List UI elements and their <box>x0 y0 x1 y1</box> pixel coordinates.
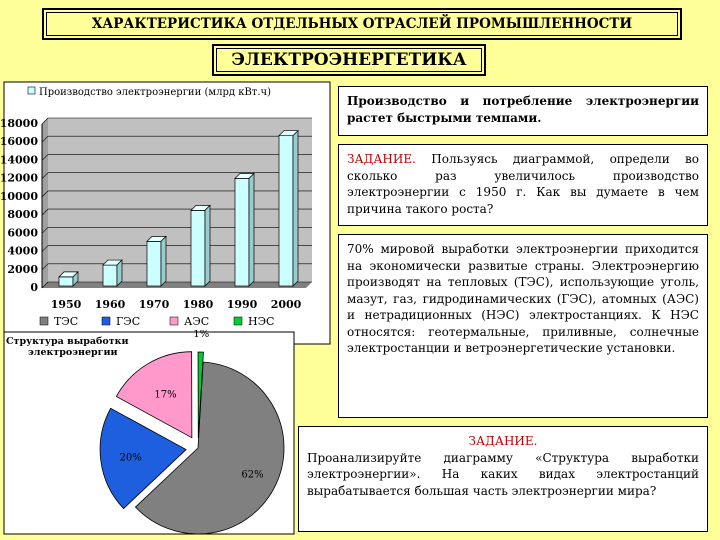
task2-text: Проанализируйте диаграмму «Структура выработки электроэнергии». На каких видах электростанций вырабатывается большая часть электроэнергии мира? <box>307 450 699 498</box>
info-text-box <box>338 234 708 418</box>
y-tick-label: 18000 <box>0 117 38 130</box>
y-tick-label: 16000 <box>0 135 38 149</box>
pie-legend-swatch <box>170 317 178 325</box>
y-tick-label: 6000 <box>7 226 38 240</box>
y-tick-label: 0 <box>30 281 38 294</box>
bar <box>279 136 293 286</box>
pie-legend-label: ТЭС <box>54 315 79 328</box>
structure-pie-chart <box>0 330 296 536</box>
page-title: ХАРАКТЕРИСТИКА ОТДЕЛЬНЫХ ОТРАСЛЕЙ ПРОМЫШЛЕННОСТИ <box>91 16 633 32</box>
x-tick-label: 1960 <box>94 298 126 311</box>
y-tick-label: 14000 <box>0 153 38 167</box>
x-tick-label: 1990 <box>226 298 258 311</box>
pie-chart-layer <box>4 330 294 534</box>
task1-text: Пользуясь диаграммой, определи во сколько раз увеличилось производство электроэнергии с 1950 г. Как вы думаете в чем причина такого роста? <box>347 152 699 216</box>
bar <box>147 241 161 286</box>
pie-legend-swatch <box>102 317 110 325</box>
x-tick-label: 1980 <box>182 298 214 311</box>
y-tick-label: 10000 <box>0 189 38 203</box>
task1-text-box <box>338 144 708 226</box>
bar <box>59 277 73 286</box>
page-title-box <box>42 8 682 40</box>
bar-chart-layer <box>0 82 330 344</box>
growth-text: Производство и потребление электроэнергии растет быстрыми темпами. <box>347 94 699 125</box>
y-tick-label: 2000 <box>7 262 38 276</box>
x-tick-label: 1950 <box>50 298 82 311</box>
x-tick-label: 1970 <box>138 298 170 311</box>
y-tick-label: 8000 <box>7 208 38 222</box>
bar-side <box>117 260 122 286</box>
pie-legend-label: ГЭС <box>116 315 141 328</box>
growth-text-box <box>338 86 708 136</box>
pie-legend-swatch <box>40 317 48 325</box>
pie-data-label: 62% <box>241 469 264 481</box>
bar-side <box>293 131 298 286</box>
bar-legend-swatch <box>28 87 35 94</box>
plot-floor <box>42 282 312 288</box>
bar-side <box>205 205 210 286</box>
y-tick-label: 4000 <box>7 244 38 258</box>
bar-side <box>161 236 166 286</box>
bar <box>191 210 205 286</box>
pie-title-line2: электроэнергии <box>28 347 118 358</box>
pie-legend-label: АЭС <box>184 315 210 328</box>
bar-legend-label: Производство электроэнергии (млрд кВт.ч) <box>39 87 272 98</box>
pie-legend-swatch <box>234 317 242 325</box>
section-title-box <box>212 44 486 76</box>
x-tick-label: 2000 <box>270 298 302 311</box>
bar <box>235 178 249 286</box>
plot-side-wall <box>42 118 48 288</box>
task1-label: ЗАДАНИЕ. <box>347 152 416 166</box>
production-bar-chart <box>0 78 336 348</box>
plot-area-back <box>48 118 312 282</box>
task2-text-box <box>298 426 708 532</box>
pie-title: Структура выработки <box>6 336 129 347</box>
pie-data-label: 1% <box>193 330 210 341</box>
bar-side <box>249 173 254 286</box>
pie-legend-label: НЭС <box>248 315 275 328</box>
bar <box>103 265 117 286</box>
info-text: 70% мировой выработки электроэнергии приходится на экономически развитые страны. Электроэнергию производят на тепловых (ТЭС), использующие уголь, мазут, газ, гидродинамических (ГЭС), атомных (АЭС) и нетрадиционных (НЭС) электростанциях. К НЭС относятся: геотермальные, приливные, солнечные электростанции и ветроэнергетические установки. <box>347 242 699 355</box>
y-tick-label: 12000 <box>0 171 38 185</box>
section-title: ЭЛЕКТРОЭНЕРГЕТИКА <box>231 50 467 70</box>
pie-data-label: 20% <box>119 452 142 464</box>
task2-label: ЗАДАНИЕ. <box>468 434 538 448</box>
pie-data-label: 17% <box>154 389 177 401</box>
